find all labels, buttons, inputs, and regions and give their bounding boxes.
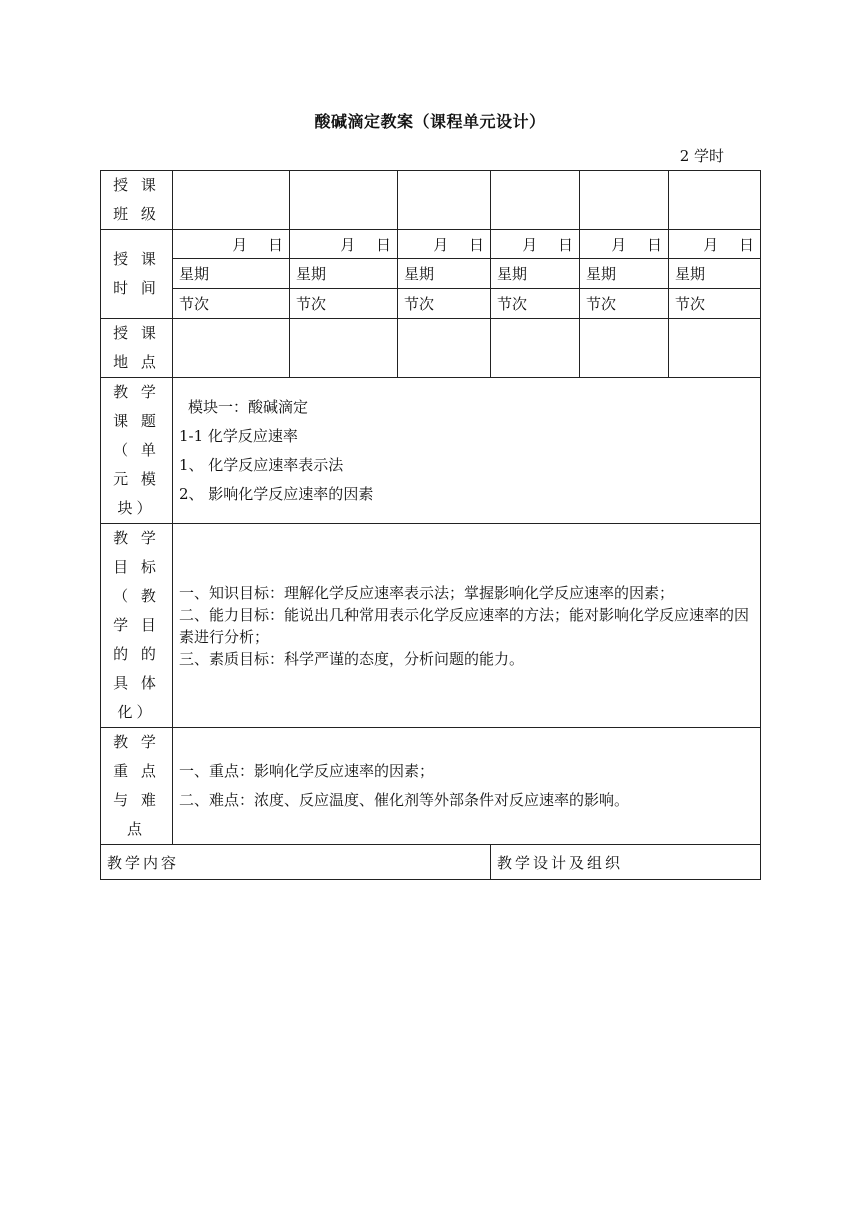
teaching-design-header: 教学设计及组织 [491, 845, 761, 880]
time-weekday-row [101, 259, 761, 289]
period-cell[interactable]: 节次 [398, 289, 491, 319]
key-points-content[interactable] [173, 728, 761, 845]
period-cell[interactable]: 节次 [491, 289, 580, 319]
date-cell[interactable]: 月 日 [491, 230, 580, 259]
time-date-row [101, 230, 761, 259]
teaching-content-header: 教学内容 [101, 845, 491, 880]
objective-line: 二、能力目标：能说出几种常用表示化学反应速率的方法；能对影响化学反应速率的因素进行分析； [179, 605, 750, 646]
topic-line: 模块一：酸碱滴定 [188, 397, 309, 416]
weekday-cell[interactable]: 星期 [173, 259, 290, 289]
key-points-label: 教 学 重 点 与 难 点 [101, 728, 173, 845]
location-cell[interactable] [290, 319, 398, 378]
objectives-label: 教 学 目 标 （ 教 学 目 的 的 具 体 化） [101, 524, 173, 728]
class-cell[interactable] [398, 171, 491, 230]
key-points-row [101, 728, 761, 845]
objectives-content[interactable] [173, 524, 761, 728]
topic-line: 1、 化学反应速率表示法 [179, 455, 344, 474]
class-hours: 2 学时 [679, 147, 724, 165]
lesson-plan-table [100, 170, 761, 880]
key-point-line: 二、难点：浓度、反应温度、催化剂等外部条件对反应速率的影响。 [179, 791, 630, 809]
weekday-cell[interactable]: 星期 [290, 259, 398, 289]
objective-line: 一、知识目标：理解化学反应速率表示法；掌握影响化学反应速率的因素； [179, 583, 675, 602]
topic-line: 1-1 化学反应速率 [179, 426, 298, 445]
objective-line: 三、素质目标：科学严谨的态度，分析问题的能力。 [179, 649, 525, 668]
objectives-row [101, 524, 761, 728]
topic-line: 2、 影响化学反应速率的因素 [179, 484, 374, 503]
class-label: 授 课 班 级 [101, 171, 173, 230]
topic-content[interactable] [173, 378, 761, 524]
class-cell[interactable] [580, 171, 669, 230]
key-point-line: 一、重点：影响化学反应速率的因素； [179, 762, 435, 780]
period-cell[interactable]: 节次 [173, 289, 290, 319]
class-cell[interactable] [173, 171, 290, 230]
date-cell[interactable]: 月 日 [580, 230, 669, 259]
location-cell[interactable] [173, 319, 290, 378]
location-label: 授 课 地 点 [101, 319, 173, 378]
location-cell[interactable] [580, 319, 669, 378]
weekday-cell[interactable]: 星期 [398, 259, 491, 289]
date-cell[interactable]: 月 日 [290, 230, 398, 259]
topic-row [101, 378, 761, 524]
date-cell[interactable]: 月 日 [669, 230, 761, 259]
weekday-cell[interactable]: 星期 [580, 259, 669, 289]
time-label: 授 课 时 间 [101, 230, 173, 319]
weekday-cell[interactable]: 星期 [491, 259, 580, 289]
location-cell[interactable] [398, 319, 491, 378]
class-cell[interactable] [290, 171, 398, 230]
date-cell[interactable]: 月 日 [398, 230, 491, 259]
location-cell[interactable] [669, 319, 761, 378]
topic-label: 教 学 课 题 （ 单 元 模 块） [101, 378, 173, 524]
location-cell[interactable] [491, 319, 580, 378]
document-title: 酸碱滴定教案（课程单元设计） [314, 112, 546, 131]
class-row [101, 171, 761, 230]
bottom-row [101, 845, 761, 880]
time-period-row [101, 289, 761, 319]
class-cell[interactable] [669, 171, 761, 230]
period-cell[interactable]: 节次 [580, 289, 669, 319]
location-row [101, 319, 761, 378]
date-cell[interactable]: 月 日 [173, 230, 290, 259]
class-cell[interactable] [491, 171, 580, 230]
period-cell[interactable]: 节次 [290, 289, 398, 319]
weekday-cell[interactable]: 星期 [669, 259, 761, 289]
period-cell[interactable]: 节次 [669, 289, 761, 319]
